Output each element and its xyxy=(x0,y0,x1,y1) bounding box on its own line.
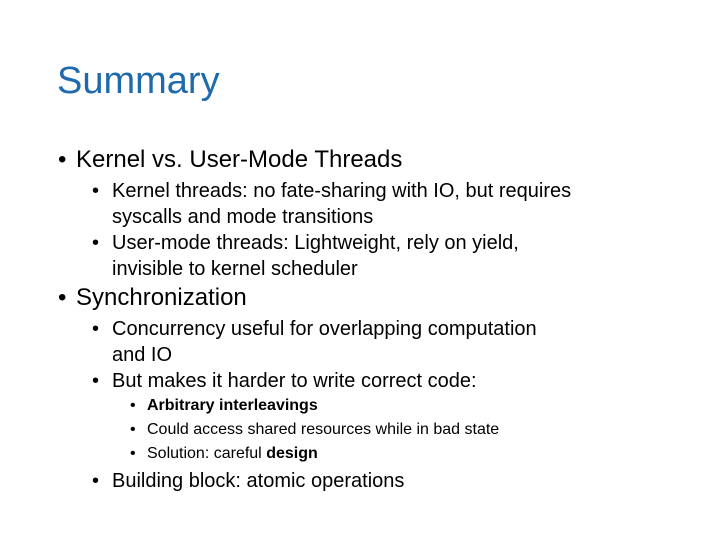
bullet-text: Synchronization xyxy=(76,284,247,311)
bullet-marker: • xyxy=(92,370,100,392)
sub-bullet-kernel-threads xyxy=(92,178,571,230)
bullet-marker: • xyxy=(58,284,67,311)
bullet-marker: • xyxy=(92,180,100,202)
sub-sub-bullet-interleavings xyxy=(130,394,318,418)
bullet-text: User-mode threads: Lightweight, rely on yield, xyxy=(112,232,519,254)
bullet-text-continuation: and IO xyxy=(112,344,173,366)
sub-bullet-harder-to-write xyxy=(92,368,477,394)
bullet-text: Solution: careful xyxy=(147,445,267,462)
bullet-text-continuation: syscalls and mode transitions xyxy=(112,206,374,228)
sub-bullet-concurrency xyxy=(92,316,537,368)
bullet-marker: • xyxy=(92,318,100,340)
bullet-marker: • xyxy=(130,421,136,438)
bullet-text-bold: design xyxy=(266,445,318,462)
sub-sub-bullet-shared-resources xyxy=(130,418,499,442)
bullet-text: Arbitrary interleavings xyxy=(147,397,318,414)
bullet-marker: • xyxy=(58,146,67,173)
bullet-text: Could access shared resources while in bad state xyxy=(147,421,500,438)
sub-bullet-user-mode-threads xyxy=(92,230,519,282)
bullet-text: Kernel vs. User-Mode Threads xyxy=(76,146,403,173)
slide-title: Summary xyxy=(57,60,220,102)
bullet-marker: • xyxy=(130,397,136,414)
bullet-text: But makes it harder to write correct code: xyxy=(112,370,477,392)
bullet-marker: • xyxy=(130,445,136,462)
bullet-text: Concurrency useful for overlapping computation xyxy=(112,318,537,340)
bullet-text-continuation: invisible to kernel scheduler xyxy=(112,258,358,280)
bullet-text: Building block: atomic operations xyxy=(112,470,405,492)
bullet-text: Kernel threads: no fate-sharing with IO, but requires xyxy=(112,180,572,202)
bullet-marker: • xyxy=(92,232,100,254)
sub-sub-bullet-solution xyxy=(130,442,318,466)
bullet-synchronization xyxy=(58,284,247,312)
bullet-kernel-vs-user-mode xyxy=(58,146,402,174)
sub-bullet-building-block xyxy=(92,468,404,494)
bullet-marker: • xyxy=(92,470,100,492)
